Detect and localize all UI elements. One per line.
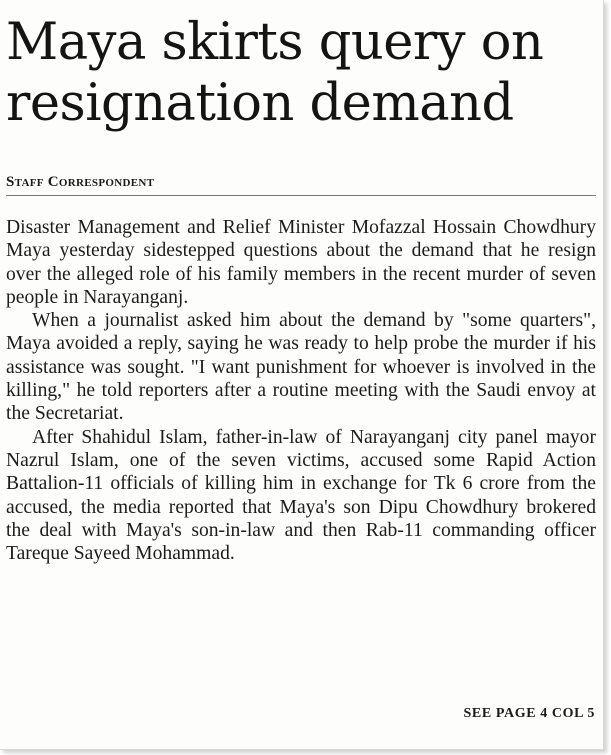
paragraph-2: When a journalist asked him about the demand by "some quarters", Maya avoided a reply, saying he was ready to help probe the murder if his assistance was sought. "I want punishment for whoever is involved in the killing," he told reporters after a routine meeting with the Saudi envoy at the Secretariat. xyxy=(6,310,596,425)
byline: Staff Correspondent xyxy=(6,173,596,196)
paragraph-1: Disaster Management and Relief Minister Mofazzal Hossain Chowdhury Maya yesterday sidestepped questions about the demand that he resign over the alleged role of his family members in the recent murder of seven people in Narayanganj. xyxy=(6,217,596,308)
continuation-note: SEE PAGE 4 COL 5 xyxy=(463,706,595,721)
article-body xyxy=(6,216,596,565)
headline-line-2: resignation demand xyxy=(6,74,514,133)
headline xyxy=(6,12,604,134)
paragraph-3: After Shahidul Islam, father-in-law of Narayanganj city panel mayor Nazrul Islam, one of the seven victims, accused some Rapid Action Battalion-11 officials of killing him in exchange for Tk 6 crore from the accused, the media reported that Maya's son Dipu Chowdhury brokered the deal with Maya's son-in-law and then Rab-11 commanding officer Tareque Sayeed Mohammad. xyxy=(6,426,596,565)
headline-line-1: Maya skirts query on xyxy=(6,13,544,72)
